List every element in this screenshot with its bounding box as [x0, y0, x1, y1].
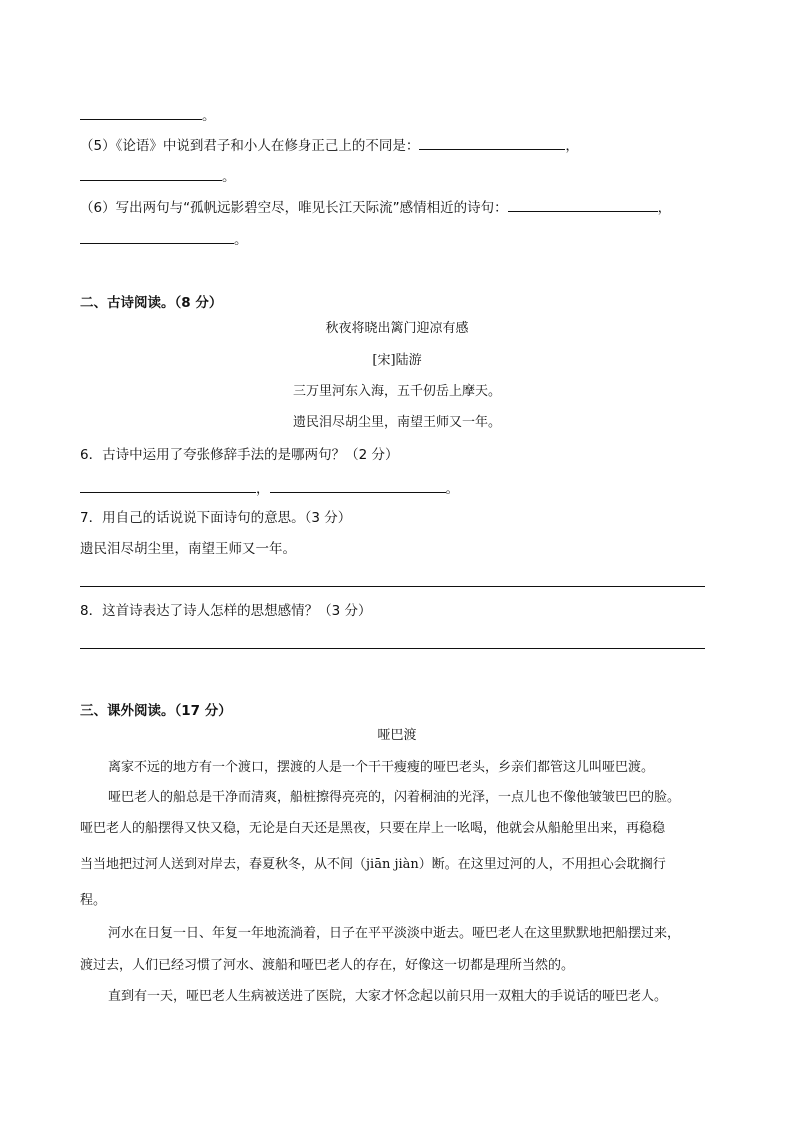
answer-rule[interactable] [80, 648, 705, 649]
question-6-fill [80, 197, 671, 217]
answer-blank[interactable] [80, 166, 222, 181]
answer-blank[interactable] [508, 197, 658, 212]
article-paragraph-2-line-1: 哑巴老人的船总是干净而清爽，船桩擦得亮亮的，闪着桐油的光泽，一点儿也不像他皱皱巴巴的脸。 [108, 790, 681, 805]
answer-blank[interactable] [80, 229, 234, 244]
answer-line-1 [80, 105, 216, 125]
answer-blank[interactable] [80, 478, 256, 493]
article-paragraph-3-line-1: 河水在日复一日、年复一年地流淌着，日子在平平淡淡中逝去。哑巴老人在这里默默地把船摆过来， [108, 926, 681, 941]
section-2-heading: 二、古诗阅读。（8 分） [80, 295, 223, 311]
poem-line-2: 遗民泪尽胡尘里，南望王师又一年。 [292, 415, 501, 430]
punctuation: 。 [234, 232, 248, 248]
poem-author: [宋]陆游 [372, 353, 422, 368]
question-8: 8．这首诗表达了诗人怎样的思想感情？（3 分） [80, 603, 372, 619]
article-paragraph-2-line-4: 程。 [80, 893, 107, 908]
answer-line-5 [80, 229, 248, 249]
punctuation: 。 [222, 169, 236, 185]
question-6-fill-text: （6）写出两句与“孤帆远影碧空尽，唯见长江天际流”感情相近的诗句： [80, 200, 508, 216]
punctuation: 。 [445, 481, 459, 497]
article-paragraph-2-line-2: 哑巴老人的船摆得又快又稳，无论是白天还是黑夜，只要在岸上一吆喝，他就会从船舱里出来，再稳稳 [80, 821, 666, 836]
question-7-quote: 遗民泪尽胡尘里，南望王师又一年。 [80, 541, 296, 557]
poem-title: 秋夜将晓出篱门迎凉有感 [325, 321, 469, 336]
question-6-answer [80, 478, 459, 498]
answer-rule[interactable] [80, 586, 705, 587]
answer-line-3 [80, 166, 236, 186]
answer-blank[interactable] [270, 478, 446, 493]
question-5-text: （5）《论语》中说到君子和小人在修身正己上的不同是： [80, 138, 420, 154]
question-5 [80, 135, 579, 155]
answer-blank[interactable] [80, 105, 202, 120]
article-paragraph-1: 离家不远的地方有一个渡口，摆渡的人是一个干干瘦瘦的哑巴老头，乡亲们都管这儿叫哑巴渡。 [108, 760, 655, 775]
section-3-heading: 三、课外阅读。（17 分） [80, 703, 232, 719]
article-paragraph-4: 直到有一天，哑巴老人生病被送进了医院，大家才怀念起以前只用一双粗大的手说话的哑巴老人。 [108, 989, 668, 1004]
question-7: 7．用自己的话说说下面诗句的意思。（3 分） [80, 510, 352, 526]
answer-blank[interactable] [419, 135, 565, 150]
punctuation: ， [565, 138, 579, 154]
punctuation: ， [256, 481, 270, 497]
punctuation: 。 [202, 108, 216, 124]
article-paragraph-3-line-2: 渡过去，人们已经习惯了河水、渡船和哑巴老人的存在，好像这一切都是理所当然的。 [80, 958, 575, 973]
question-6: 6．古诗中运用了夸张修辞手法的是哪两句？（2 分） [80, 447, 399, 463]
article-title: 哑巴渡 [377, 728, 417, 743]
article-paragraph-2-line-3: 当当地把过河人送到对岸去，春夏秋冬，从不间（jiān jiàn）断。在这里过河的人，不用担心会耽搁行 [80, 857, 666, 872]
punctuation: ， [657, 200, 672, 216]
poem-line-1: 三万里河东入海，五千仞岳上摩天。 [292, 384, 501, 399]
